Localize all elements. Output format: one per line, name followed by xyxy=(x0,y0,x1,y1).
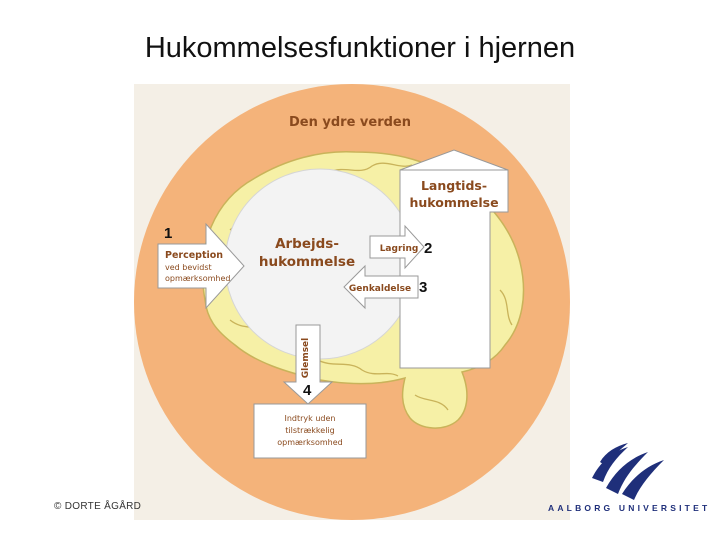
marker-2: 2 xyxy=(424,240,433,257)
impressions-line-1: Indtryk uden xyxy=(284,414,336,423)
working-memory-label-2: hukommelse xyxy=(258,254,356,270)
impressions-line-3: opmærksomhed xyxy=(277,438,343,447)
marker-3: 3 xyxy=(419,279,428,296)
recall-label: Genkaldelse xyxy=(348,284,412,294)
long-term-memory-label-2: hukommelse xyxy=(409,195,499,210)
forgetting-label: Glemsel xyxy=(301,337,311,379)
long-term-memory-label-1: Langtids- xyxy=(420,178,488,193)
marker-4: 4 xyxy=(303,382,312,399)
copyright-text: © DORTE ÅGÅRD xyxy=(54,501,142,512)
working-memory-label-1: Arbejds- xyxy=(275,236,339,252)
slide-title: Hukommelsesfunktioner i hjernen xyxy=(144,32,576,64)
outer-world-label: Den ydre verden xyxy=(288,115,412,130)
impressions-line-2: tilstrækkelig xyxy=(285,426,335,435)
marker-1: 1 xyxy=(164,225,173,242)
perception-sub-1: ved bevidst xyxy=(165,263,212,272)
university-name: AALBORG UNIVERSITET xyxy=(548,503,711,513)
storage-label: Lagring xyxy=(379,244,419,254)
perception-title: Perception xyxy=(165,250,224,261)
perception-sub-2: opmærksomhed xyxy=(165,274,231,283)
aalborg-logo-icon xyxy=(592,443,664,500)
